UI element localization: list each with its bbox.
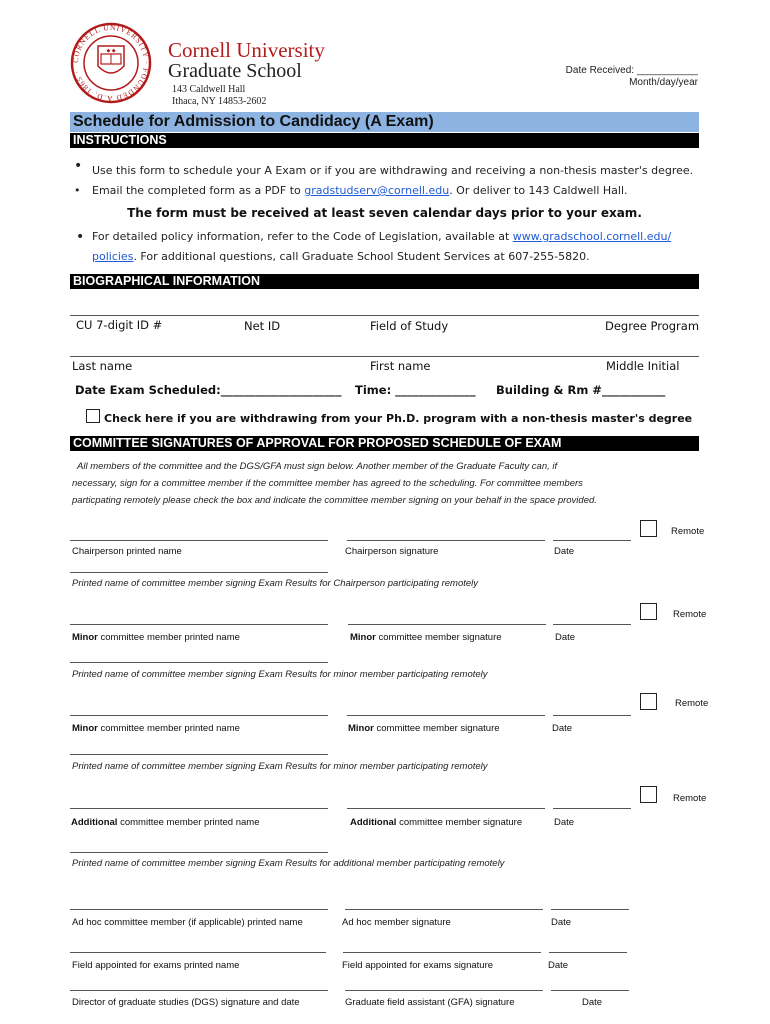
chair-signature-label (345, 546, 438, 557)
policy-link[interactable]: www.gradschool.cornell.edu/ (512, 230, 672, 243)
additional-printed-label (71, 817, 259, 828)
additional-printed-line (70, 808, 328, 809)
label-text: Printed name of committee member signing Exam Results for (72, 578, 334, 589)
minor2-proxy-line (70, 754, 328, 755)
bio-row2-line (70, 356, 699, 357)
minor2-remote-checkbox[interactable] (640, 693, 657, 710)
label-text: participating remotely (385, 578, 479, 589)
deadline-notice: The form must be received at least seven calendar days prior to your exam. (127, 206, 642, 220)
label-text: signature (396, 546, 439, 557)
minor2-proxy-label: Printed name of committee member signing Exam Results for minor member participating remotely (72, 761, 488, 772)
gfa-date-line (551, 990, 629, 991)
minor1-remote-label: Remote (673, 609, 707, 620)
additional-proxy-line (70, 852, 328, 853)
label-text: committee member signature (375, 632, 502, 643)
dgs-line (70, 990, 328, 991)
adhoc-printed-line (70, 909, 328, 910)
chair-date-label: Date (554, 546, 575, 557)
additional-date-line (553, 808, 631, 809)
role-name: Chairperson (345, 546, 397, 557)
adhoc-signature-line (345, 909, 543, 910)
chair-remote-label: Remote (671, 526, 705, 537)
minor2-date-label: Date (552, 723, 573, 734)
email-link[interactable]: gradstudserv@cornell.edu (304, 184, 450, 197)
minor1-signature-label (350, 632, 502, 643)
minor1-proxy-label: Printed name of committee member signing Exam Results for minor member participating remotely (72, 669, 488, 680)
minor2-signature-label (348, 723, 500, 734)
instruction-bullet2 (92, 184, 628, 197)
role-name: Minor (350, 632, 376, 643)
netid-label: Net ID (244, 319, 281, 333)
additional-signature-line (347, 808, 545, 809)
bullet-icon: • (74, 158, 83, 174)
additional-remote-label: Remote (673, 793, 707, 804)
field-date-line (549, 952, 627, 953)
chair-proxy-line (70, 572, 328, 573)
withdraw-checkbox[interactable] (86, 409, 100, 423)
form-title: Schedule for Admission to Candidacy (A Exam) (70, 112, 699, 132)
chair-proxy-label (72, 578, 478, 589)
label-text: committee member printed name (97, 723, 240, 734)
middle-initial-label: Middle Initial (606, 359, 680, 373)
dgs-label: Director of graduate studies (DGS) signature and date (72, 997, 300, 1008)
instruction-bullet3 (92, 227, 702, 267)
policy-link-cont[interactable]: policies (92, 250, 134, 263)
label-text: printed name (123, 546, 182, 557)
cu-id-label: CU 7-digit ID # (76, 318, 163, 332)
exam-time: Time: ______________ (355, 383, 476, 397)
date-received-label: Date Received: ___________ (565, 65, 698, 76)
last-name-label: Last name (72, 359, 133, 373)
minor1-remote-checkbox[interactable] (640, 603, 657, 620)
first-name-label: First name (370, 359, 431, 373)
role-name: Minor (72, 632, 98, 643)
chair-printed-line (70, 540, 328, 541)
chair-signature-line (347, 540, 545, 541)
address-line1: 143 Caldwell Hall (172, 84, 246, 95)
bio-heading: BIOGRAPHICAL INFORMATION (70, 274, 699, 289)
additional-signature-label (350, 817, 522, 828)
role-name: Additional (350, 817, 397, 828)
label-text: committee member printed name (97, 632, 240, 643)
bio-row1-line (70, 315, 699, 316)
bullet2-tail: . Or deliver to 143 Caldwell Hall. (449, 184, 628, 197)
committee-note-line1: All members of the committee and the DGS/GFA must sign below. Another member of the Graduate Faculty can, if (77, 461, 558, 472)
chair-date-line (553, 540, 631, 541)
minor2-signature-line (347, 715, 545, 716)
committee-note-line3: particpating remotely please check the box and indicate the committee member signing on your behalf in the space provided. (72, 495, 597, 506)
label-text: committee member printed name (117, 817, 260, 828)
gfa-date-label: Date (582, 997, 603, 1008)
withdraw-label: Check here if you are withdrawing from your Ph.D. program with a non-thesis master's degree (104, 412, 693, 425)
gfa-line (345, 990, 543, 991)
chair-printed-label (72, 546, 182, 557)
adhoc-printed-label: Ad hoc committee member (if applicable) printed name (72, 917, 303, 928)
instructions-heading: INSTRUCTIONS (70, 133, 699, 148)
minor1-signature-line (348, 624, 546, 625)
minor1-printed-line (70, 624, 328, 625)
field-printed-line (70, 952, 326, 953)
role-name: Chairperson (72, 546, 124, 557)
minor2-printed-line (70, 715, 328, 716)
label-text: committee member signature (373, 723, 500, 734)
bullet3-tail: . For additional questions, call Graduate School Student Services at 607-255-5820. (133, 250, 590, 263)
chair-remote-checkbox[interactable] (640, 520, 657, 537)
role-name: Minor (348, 723, 374, 734)
address-line2: Ithaca, NY 14853-2602 (172, 96, 267, 107)
role-name: Minor (72, 723, 98, 734)
bullet3-text: For detailed policy information, refer to the Code of Legislation, available at (92, 230, 513, 243)
minor2-remote-label: Remote (675, 698, 709, 709)
degree-program-label: Degree Program (605, 319, 700, 333)
adhoc-signature-label: Ad hoc member signature (342, 917, 451, 928)
cornell-seal-logo (70, 22, 152, 104)
committee-heading: COMMITTEE SIGNATURES OF APPROVAL FOR PROPOSED SCHEDULE OF EXAM (70, 436, 699, 451)
adhoc-date-label: Date (551, 917, 572, 928)
additional-date-label: Date (554, 817, 575, 828)
label-text: committee member signature (396, 817, 523, 828)
bullet-icon: • (76, 229, 85, 245)
svg-text:CORNELL UNIVERSITY · FOUNDED A: CORNELL UNIVERSITY · FOUNDED A.D. 1865 · (70, 22, 152, 104)
minor1-date-line (553, 624, 631, 625)
committee-note-line2: necessary, sign for a committee member if the committee member has agreed to the scheduling. For committee members (72, 478, 583, 489)
minor2-printed-label (72, 723, 240, 734)
date-received (566, 65, 698, 89)
university-name: Cornell University (168, 38, 325, 62)
field-signature-line (343, 952, 541, 953)
instruction-bullet1: Use this form to schedule your A Exam or if you are withdrawing and receiving a non-thesis master's degree. (92, 164, 694, 177)
adhoc-date-line (551, 909, 629, 910)
school-name: Graduate School (168, 60, 302, 82)
date-exam-scheduled: Date Exam Scheduled:_____________________ (75, 383, 342, 397)
additional-remote-checkbox[interactable] (640, 786, 657, 803)
field-signature-label: Field appointed for exams signature (342, 960, 494, 971)
gfa-label: Graduate field assistant (GFA) signature (345, 997, 515, 1008)
minor1-printed-label (72, 632, 240, 643)
bullet2-text: Email the completed form as a PDF to (92, 184, 305, 197)
svg-text:◆ ◆: ◆ ◆ (106, 48, 116, 54)
school-address (172, 84, 266, 108)
role-name: Additional (71, 817, 118, 828)
minor1-proxy-line (70, 662, 328, 663)
building-room: Building & Rm #___________ (496, 383, 666, 397)
bullet-icon: • (74, 184, 81, 197)
role-name: Chairperson (333, 578, 386, 589)
field-date-label: Date (548, 960, 569, 971)
date-format: Month/day/year (629, 77, 698, 88)
minor2-date-line (553, 715, 631, 716)
field-of-study-label: Field of Study (370, 319, 449, 333)
field-printed-label: Field appointed for exams printed name (72, 960, 240, 971)
additional-proxy-label: Printed name of committee member signing Exam Results for additional member participating remotely (72, 858, 505, 869)
minor1-date-label: Date (555, 632, 576, 643)
